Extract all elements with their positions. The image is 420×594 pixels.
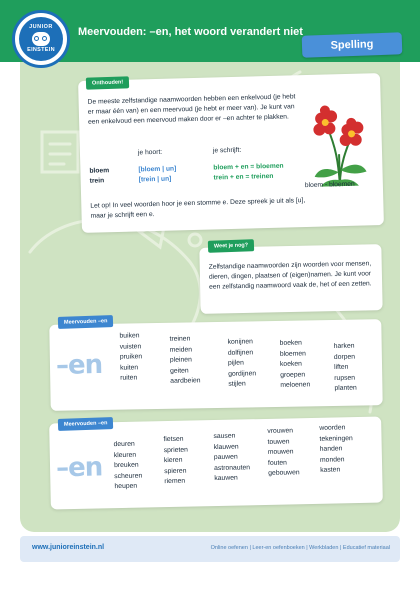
word-column <box>334 342 357 395</box>
example-schrijft: trein + en = treinen <box>213 172 274 182</box>
logo-text-bottom: EINSTEIN <box>27 47 55 53</box>
list-item: meloenen <box>280 381 311 390</box>
list-item: boeken <box>279 339 303 347</box>
list-item: harken <box>333 342 355 350</box>
list-item: buiken <box>119 332 140 340</box>
weet-je-nog-card <box>199 244 382 314</box>
list-item: pijlen <box>227 359 244 367</box>
footer-links[interactable]: Online oefenen | Leer-en oefenboeken | Werkbladen | Educatief materiaal <box>210 545 390 551</box>
word-column <box>163 435 188 488</box>
weet-je-nog-label: Weet je nog? <box>208 239 255 253</box>
list-item: stijlen <box>228 380 246 389</box>
list-item: fietsen <box>163 435 184 444</box>
list-item: handen <box>319 445 343 454</box>
list-item: kasten <box>320 466 341 475</box>
list-item: fouten <box>267 459 287 467</box>
list-item: dorpen <box>333 353 356 361</box>
word-column <box>169 334 200 387</box>
list-item: koeken <box>279 360 302 369</box>
word-column <box>280 338 311 391</box>
list-item: monden <box>319 456 345 464</box>
page-title: Meervouden: –en, het woord verandert niet <box>78 26 303 38</box>
list-item: sprieten <box>163 446 188 454</box>
onthouden-card <box>78 73 384 233</box>
list-item: vuisten <box>119 342 142 351</box>
list-item: gebouwen <box>268 469 300 478</box>
hoort-header: je hoort: <box>137 148 163 157</box>
example-word: trein <box>89 177 105 185</box>
list-item: vrouwen <box>267 427 294 435</box>
list-item: geiten <box>170 367 189 375</box>
flower-icon <box>306 91 370 188</box>
weet-je-nog-text: Zelfstandige naamwoorden zijn woorden voor mensen, dieren, dingen, plaatsen of (eigen)namen. Je kunt voor een zelfstandig naamwoord vaak de, het of een zetten. <box>208 260 372 291</box>
big-en-text: –en <box>55 349 103 381</box>
page-footer <box>20 536 400 562</box>
schrijft-header: je schrijft: <box>212 146 242 155</box>
big-en-text: –en <box>55 452 103 484</box>
logo-text-top: JUNIOR <box>29 24 53 30</box>
list-item: meiden <box>169 346 193 354</box>
list-item: breuken <box>113 461 139 470</box>
word-column <box>267 426 299 480</box>
list-item: woorden <box>319 424 346 432</box>
list-item: spieren <box>164 467 187 475</box>
word-column <box>119 331 142 384</box>
footer-url-link[interactable]: www.junioreinstein.nl <box>32 544 105 551</box>
word-column <box>319 423 353 477</box>
list-item: klauwen <box>213 443 239 451</box>
list1-label: Meervouden –en <box>58 315 114 329</box>
word-list-card-1 <box>49 319 382 411</box>
list-item: pruiken <box>119 353 143 361</box>
word-column <box>113 440 142 494</box>
list-item: kauwen <box>214 474 238 483</box>
list-item: dolfijnen <box>227 348 254 357</box>
example-schrijft: bloem + en = bloemen <box>213 162 284 172</box>
flower-caption: bloem - bloemen <box>304 180 355 190</box>
word-column <box>228 337 257 390</box>
list-item: konijnen <box>227 338 253 346</box>
list-item: touwen <box>267 438 290 446</box>
list-item: aardbeien <box>170 377 201 386</box>
list-item: liften <box>334 363 349 372</box>
list-item: heupen <box>114 483 138 491</box>
example-word: bloem <box>89 167 110 175</box>
list-item: ruiten <box>120 374 138 383</box>
list-item: astronauten <box>214 464 251 472</box>
list-item: gordijnen <box>228 370 257 378</box>
list-item: groepen <box>280 371 306 379</box>
list-item: kuiten <box>119 364 139 372</box>
list-item: deuren <box>113 440 135 449</box>
list-item: pleinen <box>169 356 192 364</box>
list-item: kleuren <box>113 451 137 459</box>
word-list-card-2 <box>49 417 383 510</box>
list-item: bloemen <box>279 350 306 358</box>
logo-face-icon <box>32 32 50 46</box>
list-item: sausen <box>213 432 236 441</box>
list-item: riemen <box>164 478 186 486</box>
list-item: scheuren <box>114 472 143 480</box>
onthouden-label: Onthouden! <box>86 76 130 89</box>
list-item: planten <box>334 384 357 393</box>
list-item: treinen <box>169 335 191 343</box>
list-item: kieren <box>163 456 183 465</box>
word-column <box>213 431 250 485</box>
example-hoort: [bloem | un] <box>138 165 177 174</box>
list2-label: Meervouden –en <box>58 417 114 431</box>
list-item: mouwen <box>267 448 294 457</box>
onthouden-intro: De meeste zelfstandige naamwoorden hebben een enkelvoud (je hebt er maar één van) en een meervoud (je hebt er meer van). Je kunt van een enkelvoud een meervoud maken door er –en achter te plakken. <box>87 93 296 126</box>
onthouden-note: Let op! In veel woorden hoor je een stomme e. Deze spreek je uit als [u], maar je schrijft een e. <box>90 197 306 220</box>
list-item: rupsen <box>334 374 356 382</box>
subject-tag: Spelling <box>302 32 403 57</box>
example-hoort: [trein | un] <box>138 175 172 184</box>
list-item: pauwen <box>213 453 238 462</box>
list-item: tekeningen <box>319 434 353 443</box>
junior-einstein-logo[interactable] <box>12 10 70 68</box>
